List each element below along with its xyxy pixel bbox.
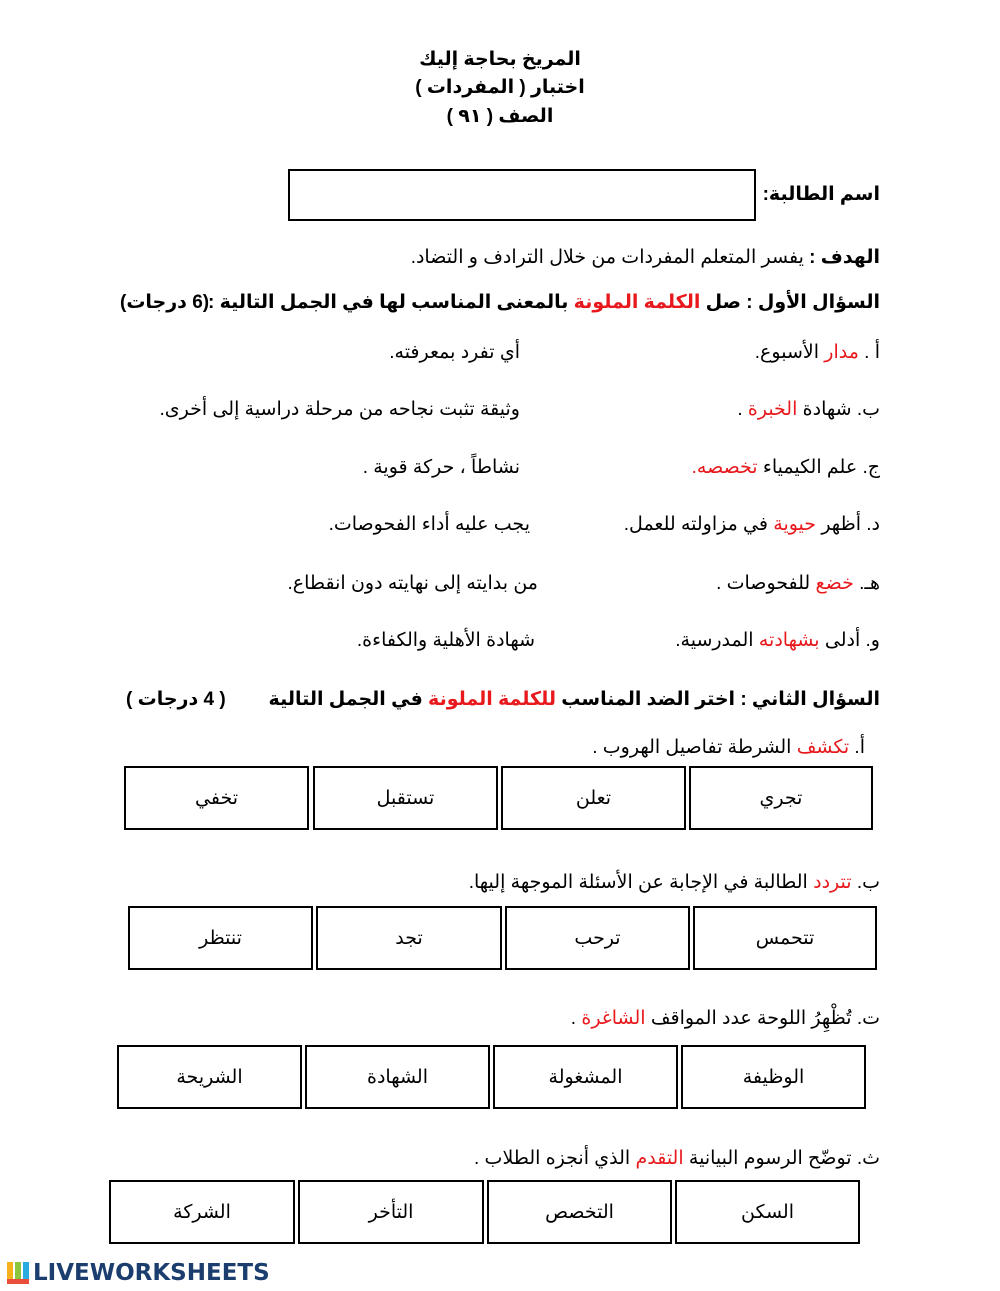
q2-sentence-word: التقدم bbox=[635, 1148, 684, 1169]
q2-item-a-sentence bbox=[592, 736, 865, 759]
q2-b-option-2[interactable]: ترحب bbox=[505, 906, 690, 970]
q1-row-text: . bbox=[737, 399, 748, 420]
q2-c-option-4[interactable]: الشريحة bbox=[117, 1045, 302, 1109]
q1-row-text: في مزاولته للعمل. bbox=[623, 514, 774, 535]
q2-d-option-4[interactable]: الشركة bbox=[109, 1180, 295, 1244]
q2-c-option-2[interactable]: المشغولة bbox=[493, 1045, 678, 1109]
q1-row-text: و. أدلى bbox=[819, 630, 880, 651]
q1-row-word: بشهادته bbox=[758, 630, 820, 651]
q2-b-option-1[interactable]: تتحمس bbox=[693, 906, 877, 970]
q1-row-2 bbox=[737, 398, 880, 421]
worksheet-title: المريخ بحاجة إليك bbox=[419, 49, 581, 70]
q1-row-text: د. أظهر bbox=[816, 514, 880, 535]
q1-row-text: أ . bbox=[858, 342, 880, 363]
q1-title-pre: السؤال الأول : صل bbox=[705, 292, 880, 313]
q2-sentence-text: أ. bbox=[849, 737, 865, 758]
q1-row-text: الأسبوع. bbox=[754, 342, 825, 363]
q1-row-6 bbox=[675, 629, 880, 652]
q1-title bbox=[208, 291, 880, 314]
q1-row-text: هـ. bbox=[853, 573, 880, 594]
q2-d-option-3[interactable]: التأخر bbox=[298, 1180, 484, 1244]
q2-sentence-text: الشرطة تفاصيل الهروب . bbox=[592, 737, 797, 758]
q1-row-text: ب. شهادة bbox=[797, 399, 880, 420]
q1-title-post: بالمعنى المناسب لها في الجمل التالية : bbox=[208, 292, 569, 313]
q1-meaning-3[interactable]: نشاطاً ، حركة قوية . bbox=[362, 457, 520, 478]
student-name-input[interactable] bbox=[288, 169, 756, 221]
q1-row-4 bbox=[624, 513, 880, 536]
worksheet-grade: الصف ( ٩١ ) bbox=[446, 106, 554, 127]
q1-row-word: حيوية bbox=[773, 514, 817, 535]
q1-meaning-2[interactable]: وثيقة تثبت نجاحه من مرحلة دراسية إلى أخرى. bbox=[159, 399, 520, 420]
q2-title-post: في الجمل التالية bbox=[268, 689, 423, 710]
q1-row-word: تخصصه. bbox=[691, 457, 758, 478]
worksheet-subtitle: اختبار ( المفردات ) bbox=[415, 77, 585, 98]
q2-sentence-text: ت. تُظْهِرُ اللوحة عدد المواقف bbox=[645, 1008, 880, 1029]
liveworksheets-logo-text: LIVEWORKSHEETS bbox=[33, 1260, 270, 1286]
student-name-label: اسم الطالبة: bbox=[762, 184, 880, 205]
q1-title-red: الكلمة الملونة bbox=[573, 292, 701, 313]
goal-label: الهدف : bbox=[809, 247, 880, 268]
q2-title bbox=[269, 688, 880, 711]
q1-row-3 bbox=[692, 456, 880, 479]
q2-c-option-3[interactable]: الشهادة bbox=[305, 1045, 490, 1109]
q2-b-option-4[interactable]: تنتظر bbox=[128, 906, 313, 970]
q2-a-option-2[interactable]: تعلن bbox=[501, 766, 686, 830]
goal-text: يفسر المتعلم المفردات من خلال الترادف و التضاد. bbox=[410, 247, 804, 268]
q1-row-word: الخبرة bbox=[747, 399, 798, 420]
q1-row-text: ج. علم الكيمياء bbox=[757, 457, 880, 478]
q1-row-word: مدار bbox=[824, 342, 859, 363]
q2-sentence-text: ب. bbox=[851, 872, 880, 893]
goal-line bbox=[411, 246, 880, 269]
liveworksheets-icon bbox=[6, 1261, 30, 1285]
q2-sentence-word: تتردد bbox=[813, 872, 852, 893]
q2-sentence-text: الطالبة في الإجابة عن الأسئلة الموجهة إليها. bbox=[468, 872, 814, 893]
q2-title-red: للكلمة الملونة bbox=[428, 689, 556, 710]
q2-d-option-2[interactable]: التخصص bbox=[487, 1180, 672, 1244]
q2-b-option-3[interactable]: تجد bbox=[316, 906, 502, 970]
q1-row-text: المدرسية. bbox=[675, 630, 759, 651]
q2-item-c-sentence bbox=[571, 1007, 880, 1030]
q1-meaning-6[interactable]: شهادة الأهلية والكفاءة. bbox=[356, 630, 535, 651]
q2-marks: ( 4 درجات ) bbox=[126, 689, 226, 710]
q1-meaning-5[interactable]: من بدايته إلى نهايته دون انقطاع. bbox=[287, 573, 538, 594]
q2-sentence-word: الشاغرة bbox=[581, 1008, 646, 1029]
q1-row-5 bbox=[716, 572, 880, 595]
q2-sentence-text: ث. توضّح الرسوم البيانية bbox=[683, 1148, 880, 1169]
q1-meaning-4[interactable]: يجب عليه أداء الفحوصات. bbox=[328, 514, 530, 535]
liveworksheets-logo[interactable] bbox=[6, 1258, 270, 1288]
q2-sentence-text: الذي أنجزه الطلاب . bbox=[474, 1148, 636, 1169]
q1-marks: (6 درجات) bbox=[120, 292, 210, 313]
q2-sentence-word: تكشف bbox=[796, 737, 850, 758]
q2-item-d-sentence bbox=[474, 1147, 880, 1170]
q1-row-word: خضع bbox=[815, 573, 854, 594]
q2-item-b-sentence bbox=[469, 871, 880, 894]
q2-a-option-4[interactable]: تخفي bbox=[124, 766, 309, 830]
q1-row-1 bbox=[755, 341, 880, 364]
q2-title-pre: السؤال الثاني : اختر الضد المناسب bbox=[561, 689, 880, 710]
q2-a-option-3[interactable]: تستقبل bbox=[313, 766, 498, 830]
q2-d-option-1[interactable]: السكن bbox=[675, 1180, 860, 1244]
q1-row-text: للفحوصات . bbox=[716, 573, 816, 594]
q2-c-option-1[interactable]: الوظيفة bbox=[681, 1045, 866, 1109]
q2-a-option-1[interactable]: تجري bbox=[689, 766, 873, 830]
q2-sentence-text: . bbox=[570, 1008, 582, 1029]
q1-meaning-1[interactable]: أي تفرد بمعرفته. bbox=[389, 342, 520, 363]
